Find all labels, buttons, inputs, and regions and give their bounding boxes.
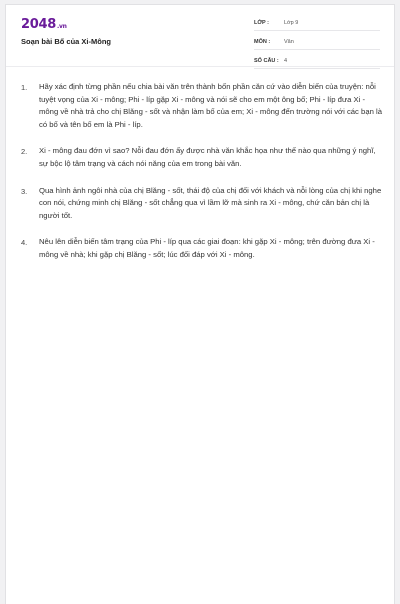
meta-label: SỐ CÂU : <box>254 57 279 64</box>
question-number: 1. <box>21 83 28 92</box>
question-text: Qua hình ảnh ngôi nhà của chị Blăng - sốt, thái độ của chị đối với khách và nỗi lòng của chị khi nghe con nói, chứng minh chị Blăng - sốt chẳng qua vì lầm lỡ mà sinh ra Xi - mông, chứ căn bản chị là người tốt. <box>39 185 382 220</box>
worksheet-page <box>5 4 395 604</box>
question-number: 2. <box>21 147 28 157</box>
question-text: Hãy xác định từng phần nếu chia bài văn trên thành bốn phần căn cứ vào diễn biến của truyện: nỗi tuyệt vọng của Xi - mông; Phi - líp gặp Xi - mông và nói sẽ cho em một ông bố; Phi - líp đưa Xi - mông về nhà trả cho chị Blăng - sốt và nhận làm bố của em; Xi - mông đến trường nói với các bạn là có bố và tên bố em là Phi - líp. <box>39 82 382 129</box>
question-item <box>21 185 383 223</box>
meta-label: MÔN : <box>254 38 271 45</box>
meta-value: Văn <box>284 38 294 45</box>
question-text: Xi - mông đau đớn vì sao? Nỗi đau đớn ấy được nhà văn khắc họa như thế nào qua những ý nghĩ, sự bộc lộ tâm trạng và cách nói năng của em trong bài văn. <box>39 146 376 168</box>
question-item <box>21 236 383 261</box>
meta-info <box>254 15 380 72</box>
logo-domain-text: .vn <box>56 23 67 30</box>
meta-value: Lớp 9 <box>284 19 299 26</box>
meta-value: 4 <box>284 57 288 64</box>
document-title: Soạn bài Bố của Xi-Mông <box>21 37 112 46</box>
site-logo[interactable] <box>21 18 67 34</box>
meta-label: LỚP : <box>254 19 269 26</box>
question-item <box>21 81 383 131</box>
question-text: Nêu lên diễn biến tâm trạng của Phi - líp qua các giai đoạn: khi gặp Xi - mông; trên đường đưa Xi - mông về nhà; khi gặp chị Blăng - sốt; lúc đối đáp với Xi - mông. <box>39 237 375 259</box>
question-list <box>21 81 383 276</box>
meta-row-grade <box>254 15 380 31</box>
worksheet-header <box>6 5 394 67</box>
question-item <box>21 145 383 170</box>
logo-main-text: 2048 <box>21 17 56 32</box>
question-number: 4. <box>21 238 28 248</box>
meta-row-question-count <box>254 53 380 69</box>
meta-row-subject <box>254 34 380 50</box>
question-number: 3. <box>21 186 28 196</box>
